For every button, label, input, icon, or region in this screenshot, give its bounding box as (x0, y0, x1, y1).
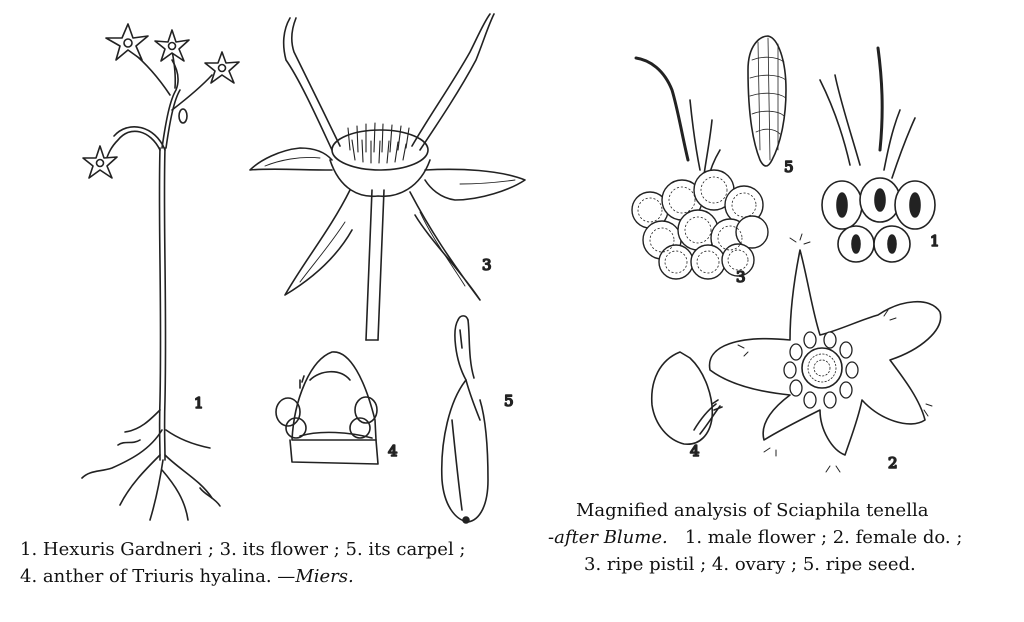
left-caption-line1: 1. Hexuris Gardneri ; 3. its flower ; 5. its carpel ; (20, 539, 466, 560)
sciaphila-ripe-pistil-drawing (632, 58, 768, 279)
right-caption-line1: Magnified analysis of Sciaphila tenella (576, 500, 929, 521)
fig-number-3-right: 3 (736, 268, 746, 286)
fig-number-2-right: 2 (888, 454, 898, 472)
fig-number-1-right: 1 (930, 232, 940, 250)
hexuris-plant-drawing (82, 24, 239, 520)
hexuris-carpel-drawing (442, 316, 488, 523)
fig-number-1-left: 1 (194, 394, 204, 412)
triuris-anther-drawing (276, 352, 378, 464)
left-plate-caption (20, 536, 466, 590)
right-caption-line2 (548, 524, 962, 551)
right-caption-line3: 3. ripe pistil ; 4. ovary ; 5. ripe seed. (584, 554, 916, 575)
left-caption-line2 (20, 563, 466, 590)
fig-number-3-left: 3 (482, 256, 492, 274)
left-caption-line2-text: 4. anther of Triuris hyalina. — (20, 566, 296, 587)
fig-number-4-left: 4 (388, 442, 398, 460)
sciaphila-male-flower-drawing (820, 48, 935, 262)
fig-number-5-left: 5 (504, 392, 514, 410)
hexuris-flower-drawing (250, 14, 525, 340)
fig-number-5-right: 5 (784, 158, 794, 176)
right-caption-line2-text: 1. male flower ; 2. female do. ; (684, 527, 963, 548)
right-plate-caption (548, 497, 962, 578)
fig-number-4-right: 4 (690, 442, 700, 460)
sciaphila-ripe-seed-drawing (748, 36, 786, 166)
left-caption-author: Miers. (295, 566, 354, 587)
right-caption-author: -after Blume. (548, 527, 668, 548)
